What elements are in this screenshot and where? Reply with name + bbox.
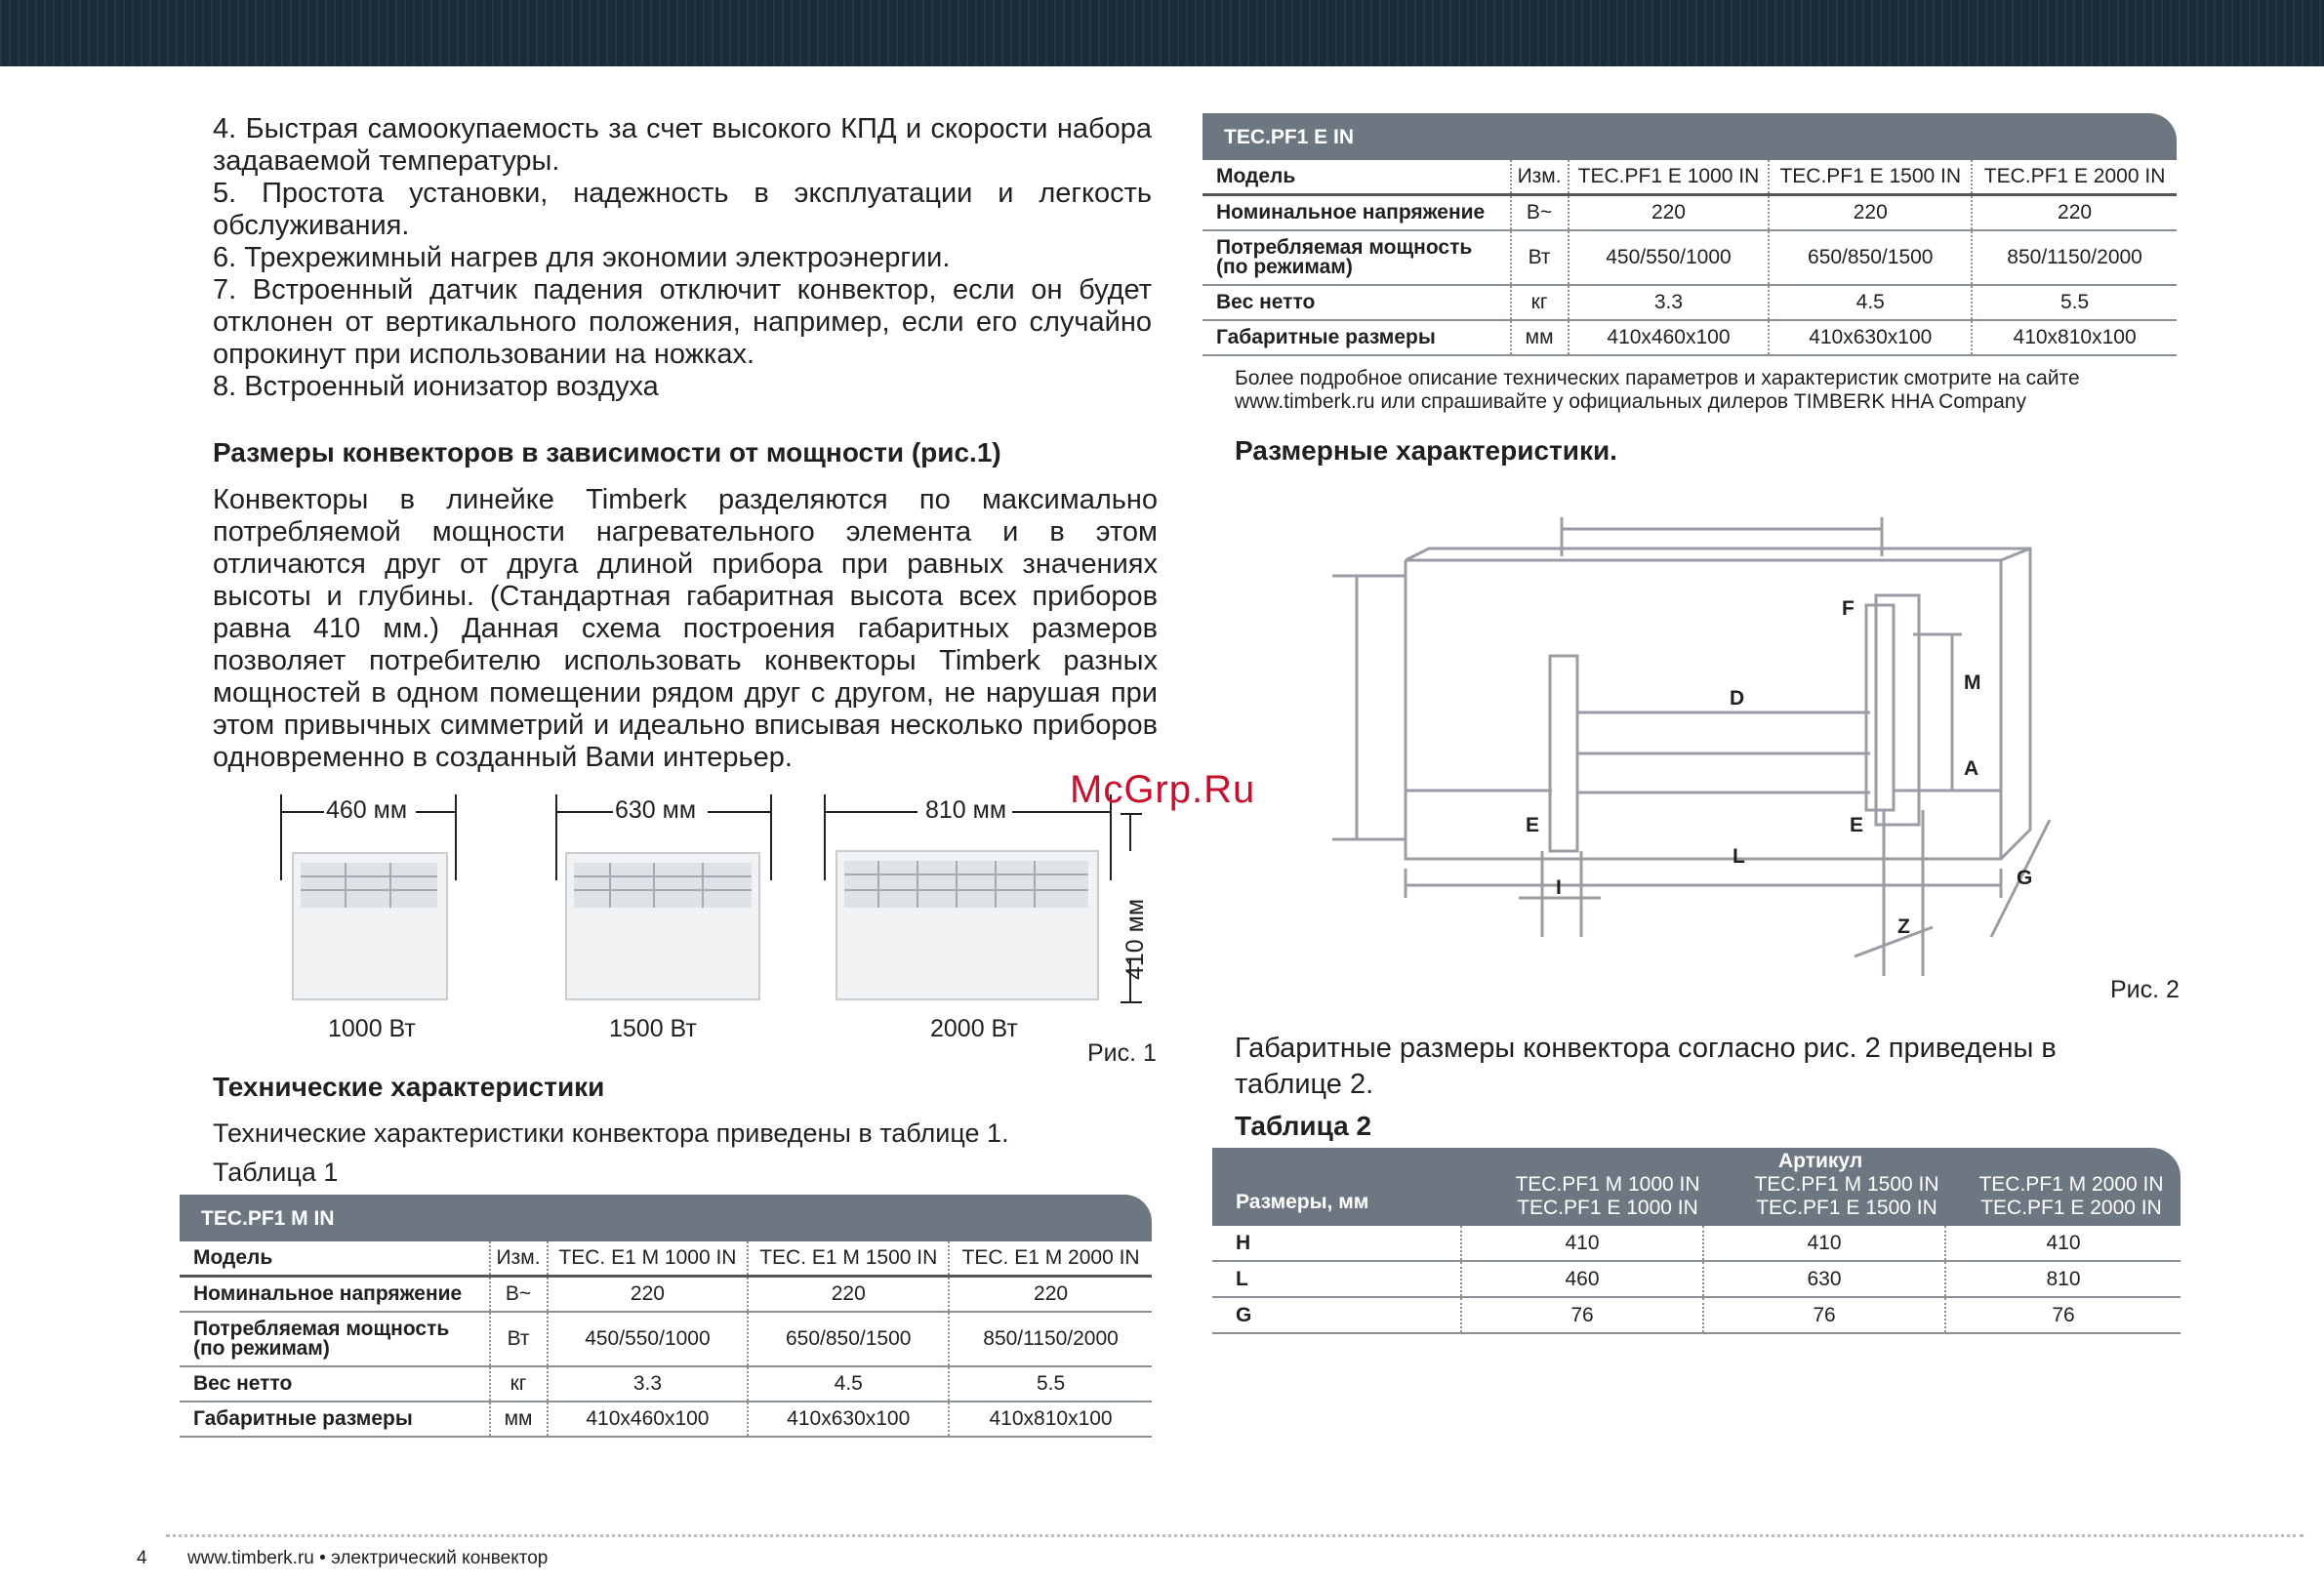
fig1-power-1000: 1000 Вт — [328, 1015, 416, 1042]
table-row: G 76 76 76 — [1212, 1297, 2181, 1333]
dims-text: Габаритные размеры конвектора согласно рис. 2 приведены в таблице 2. — [1235, 1033, 2057, 1100]
table-row: Модель Изм. TEC.PF1 E 1000 IN TEC.PF1 E 1500 IN TEC.PF1 E 2000 IN — [1203, 160, 2177, 195]
footer-text: www.timberk.ru • электрический конвектор — [187, 1548, 549, 1568]
tech-heading: Технические характеристики — [213, 1072, 605, 1102]
table2-dims-label: Размеры, мм — [1236, 1191, 1369, 1213]
figure-2 — [1327, 498, 2089, 986]
fig1-width-1000: 460 мм — [326, 796, 408, 824]
fig2-caption: Рис. 2 — [2110, 976, 2180, 1003]
fig1-power-1500: 1500 Вт — [609, 1015, 697, 1042]
heater-1000 — [293, 853, 447, 999]
table-row: Модель Изм. TEC. E1 M 1000 IN TEC. E1 M 1500 IN TEC. E1 M 2000 IN — [180, 1241, 1152, 1277]
table-row: Вес нетто кг 3.3 4.5 5.5 — [1203, 285, 2177, 320]
table2-article-label: Артикул — [1778, 1150, 1863, 1172]
dims-heading: Размерные характеристики. — [1235, 435, 1617, 466]
sizes-paragraph: Конвекторы в линейке Timberk разделяются по максимально потребляемой мощности нагревательного элемента и в этом отличаются друг от друга длиной прибора при равных значениях высоты и глубины. (Стандартная габаритная высота всех приборов равна 410 мм.) Данная схема построения габаритных размеров позволяет потребителю использовать конвекторы Timberk разных мощностей в одном помещении рядом друг с другом, не нарушая при этом привычных симметрий и идеально вписывая несколько приборов одновременно в созданный Вами интерьер. — [213, 484, 1158, 773]
feature-item: 4. Быстрая самоокупаемость за счет высокого КПД и скорости набора задаваемой температуры. — [213, 113, 1152, 177]
page-number: 4 — [137, 1548, 147, 1568]
feature-item: 8. Встроенный ионизатор воздуха — [213, 371, 659, 402]
table2-col-3: TEC.PF1 M 2000 IN TEC.PF1 E 2000 IN — [1978, 1173, 2164, 1219]
table2-col-2: TEC.PF1 M 1500 IN TEC.PF1 E 1500 IN — [1754, 1173, 1939, 1219]
feature-item: 6. Трехрежимный нагрев для экономии электроэнергии. — [213, 242, 951, 273]
fig1-caption: Рис. 1 — [1087, 1039, 1157, 1067]
fig2-label-f: F — [1842, 597, 1855, 620]
fig2-label-e-right: E — [1850, 814, 1864, 836]
watermark: McGrp.Ru — [1070, 768, 1256, 811]
table-e-title: TEC.PF1 E IN — [1203, 113, 2177, 160]
fig2-label-g: G — [2017, 867, 2033, 889]
fig1-power-2000: 2000 Вт — [930, 1015, 1018, 1042]
table-row: Габаритные размеры мм 410x460x100 410x630x100 410x810x100 — [1203, 320, 2177, 355]
fig2-label-z: Z — [1897, 915, 1910, 938]
table-row: Потребляемая мощность (по режимам) Вт 450/550/1000 650/850/1500 850/1150/2000 — [180, 1312, 1152, 1366]
fig1-width-2000: 810 мм — [925, 796, 1007, 824]
fig2-label-a: A — [1964, 757, 1979, 780]
table-row: Номинальное напряжение В~ 220 220 220 — [1203, 195, 2177, 231]
table-row: Вес нетто кг 3.3 4.5 5.5 — [180, 1366, 1152, 1402]
website-note: Более подробное описание технических параметров и характеристик смотрите на сайте www.timberk.ru или спрашивайте у официальных дилеров TIMBERK HHA Company — [1235, 367, 2080, 413]
features-list — [213, 113, 1152, 403]
table-2-header — [1212, 1148, 2181, 1226]
feature-item: 7. Встроенный датчик падения отключит конвектор, если он будет отклонен от вертикального положения, например, если его случайно опрокинут при использовании на ножках. — [213, 274, 1152, 370]
table-1-title: TEC.PF1 M IN — [180, 1195, 1152, 1241]
table-1 — [180, 1195, 1152, 1438]
table-2 — [1212, 1148, 2181, 1334]
table-e — [1203, 113, 2177, 356]
fig2-label-d: D — [1730, 687, 1745, 710]
fig2-label-i: I — [1556, 876, 1562, 899]
heater-2000 — [836, 851, 1098, 999]
table-row: H 410 410 410 — [1212, 1226, 2181, 1261]
table2-col-1: TEC.PF1 M 1000 IN TEC.PF1 E 1000 IN — [1515, 1173, 1700, 1219]
sizes-heading: Размеры конвекторов в зависимости от мощности (рис.1) — [213, 437, 1001, 467]
table-row: L 460 630 810 — [1212, 1261, 2181, 1297]
table1-label: Таблица 1 — [213, 1158, 339, 1187]
table-row: Номинальное напряжение В~ 220 220 220 — [180, 1277, 1152, 1313]
top-banner — [0, 0, 2324, 66]
feature-item: 5. Простота установки, надежность в эксплуатации и легкость обслуживания. — [213, 178, 1152, 241]
fig1-width-1500: 630 мм — [615, 796, 697, 824]
fig2-label-m: M — [1964, 671, 1981, 694]
heater-1500 — [566, 853, 759, 999]
footer-divider — [166, 1534, 2304, 1537]
table-row: Потребляемая мощность (по режимам) Вт 450/550/1000 650/850/1500 850/1150/2000 — [1203, 230, 2177, 285]
fig2-label-l: L — [1733, 845, 1745, 868]
fig2-label-e-left: E — [1526, 814, 1540, 836]
table-row: Габаритные размеры мм 410x460x100 410x630x100 410x810x100 — [180, 1402, 1152, 1437]
fig1-height: 410 мм — [1121, 898, 1150, 981]
tech-text: Технические характеристики конвектора приведены в таблице 1. — [213, 1118, 1009, 1148]
table2-label: Таблица 2 — [1235, 1111, 1372, 1141]
